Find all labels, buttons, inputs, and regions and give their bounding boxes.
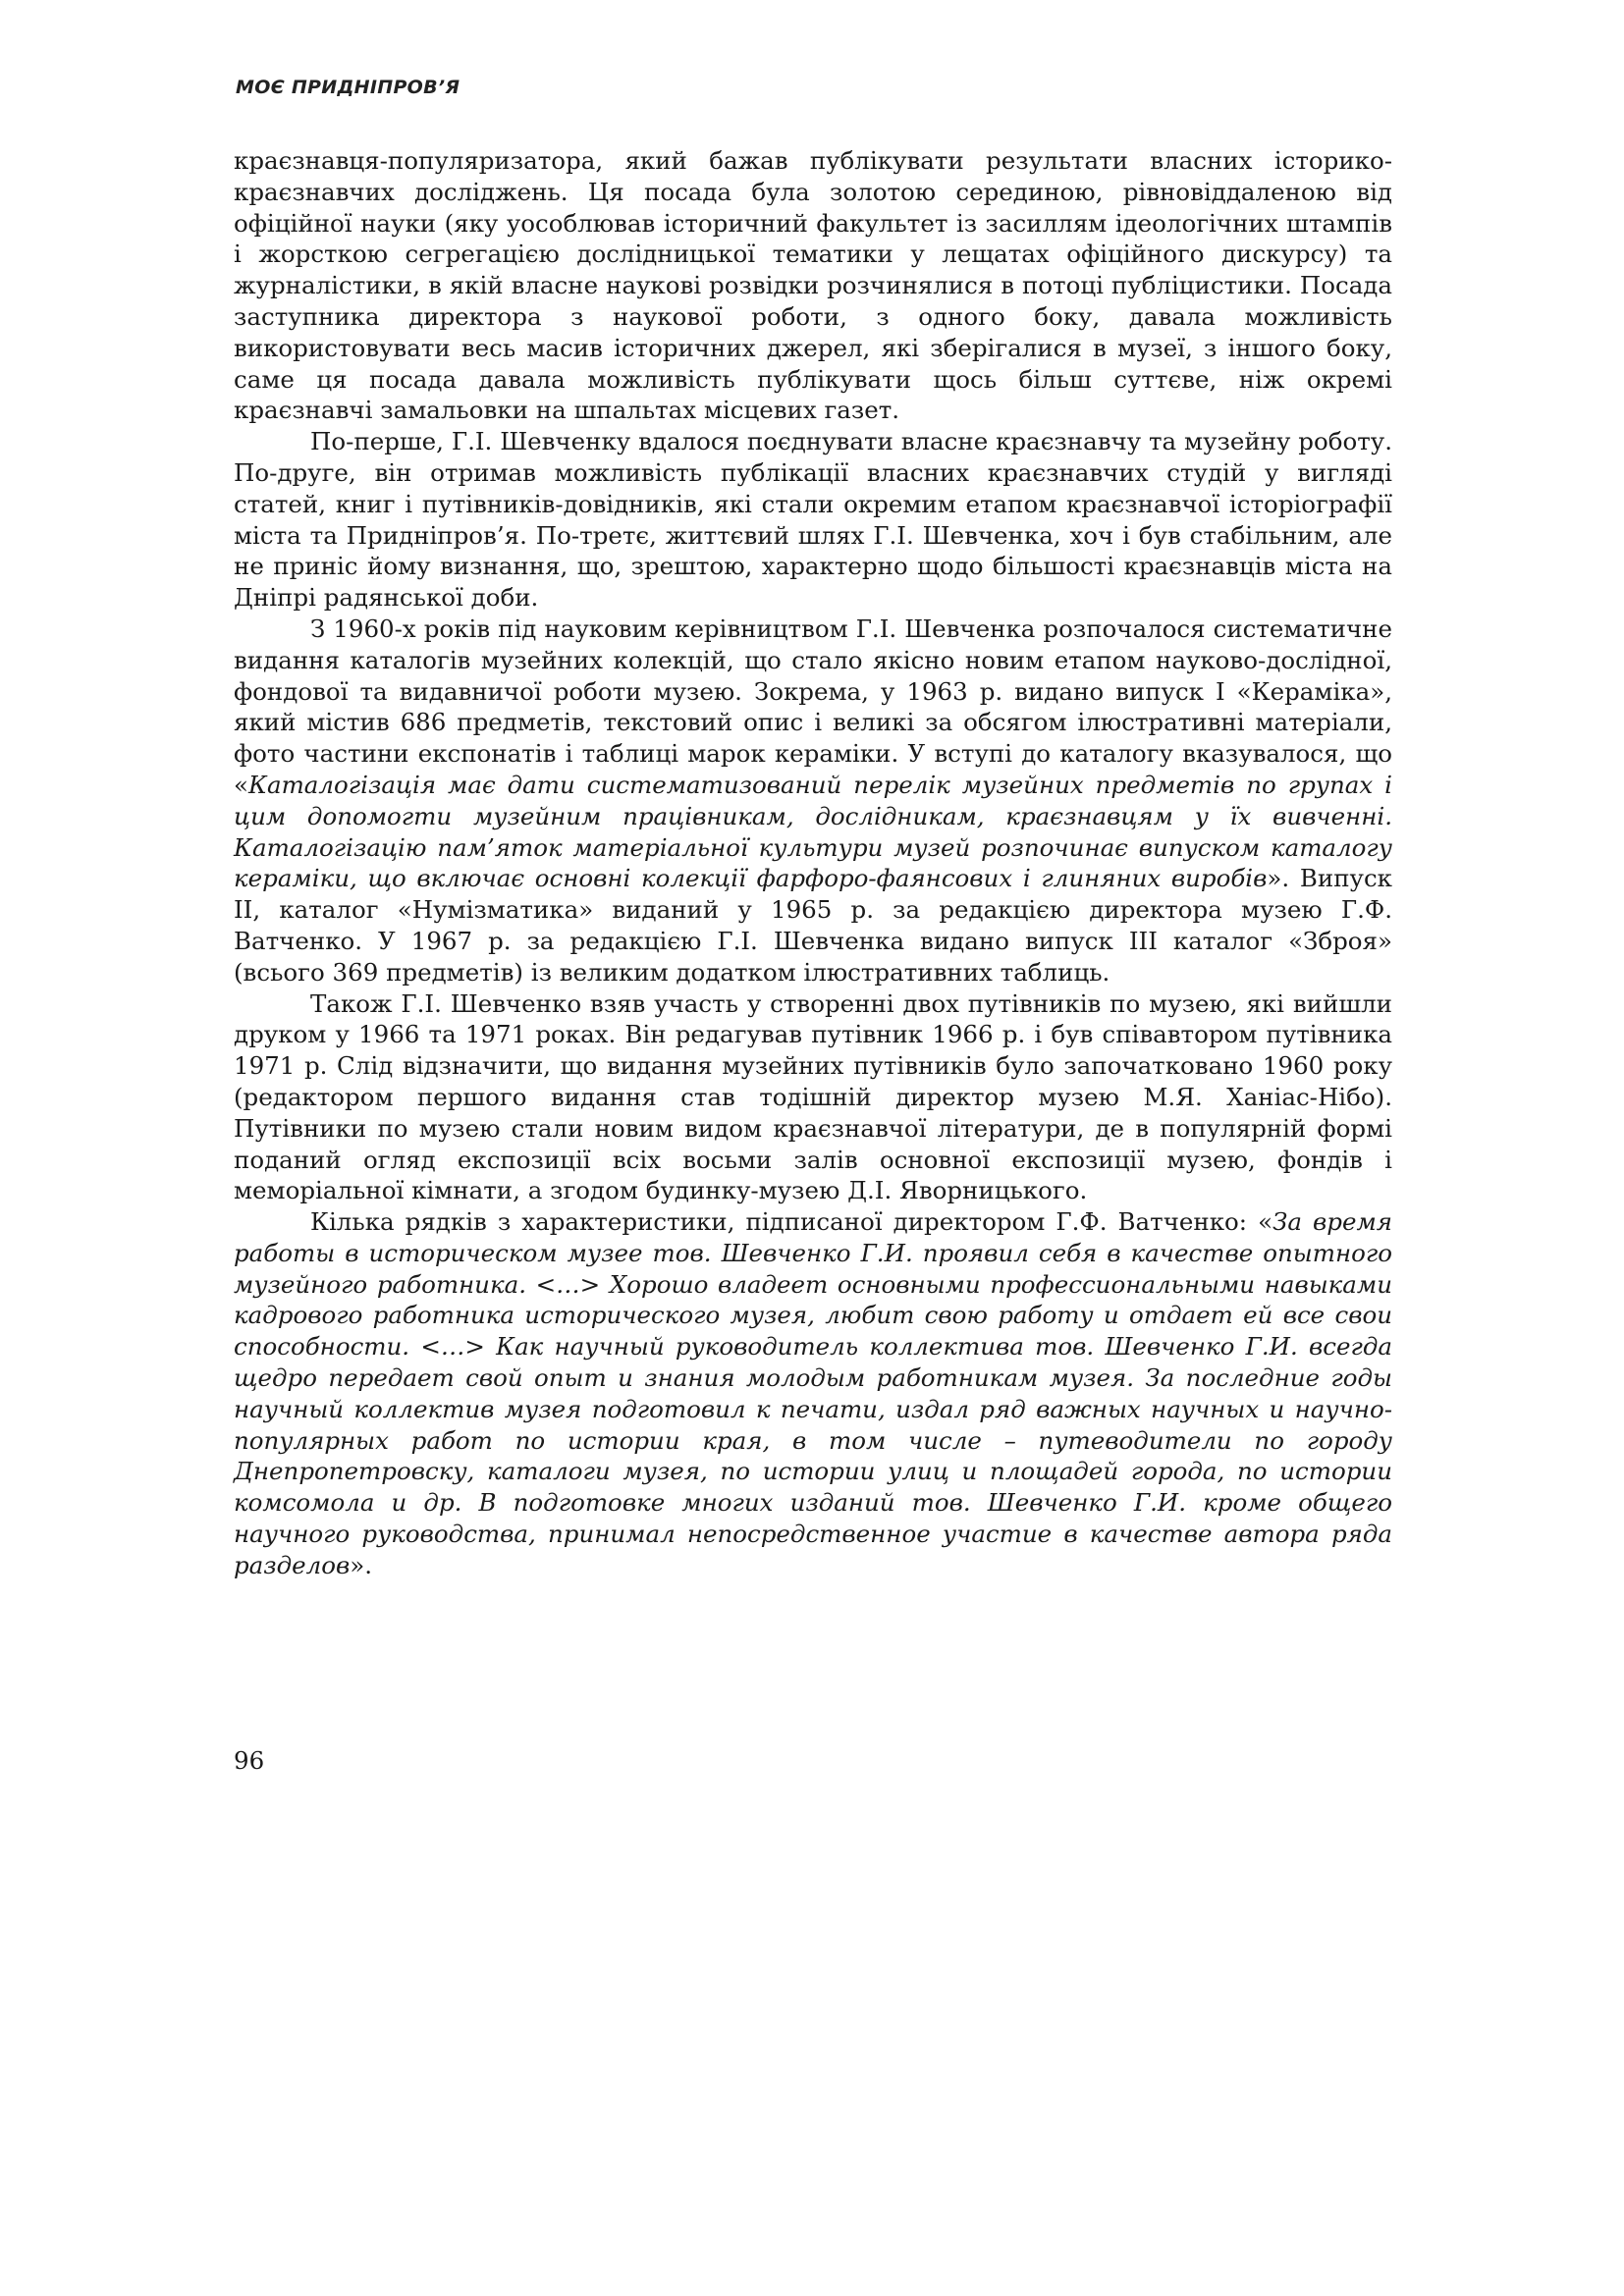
paragraph-5-text: Кілька рядків з характеристики, підписаної директором Г.Ф. Ватченко: « [310, 1207, 1273, 1237]
paragraph-3-text-end: ». Випуск ІІ, каталог «Нумізматика» виданий у 1965 р. за редакцією директора музею Г.Ф. Ватченко. У 1967 р. за редакцією Г.І. Шевченка видано випуск ІІІ каталог «Зброя» (всього 369 предметів) із великим додатком ілюстративних таблиць. [234, 864, 1392, 987]
paragraph-1-text: краєзнавця-популяризатора, який бажав публікувати результати власних історико-краєзнавчих досліджень. Ця посада була золотою серединою, рівновіддаленою від офіційної науки (яку уособлював історичний факультет із засиллям ідеологічних штампів і жорсткою сегрегацією дослідницької тематики у лещатах офіційного дискурсу) та журналістики, в якій власне наукові розвідки розчинялися в потоці публіцистики. Посада заступника директора з наукової роботи, з одного боку, давала можливість використовувати весь масив історичних джерел, які зберігалися в музеї, з іншого боку, саме ця посада давала можливість публікувати щось більш суттєве, ніж окремі краєзнавчі замальовки на шпальтах місцевих газет. [234, 146, 1392, 425]
paragraph-4-text: Також Г.І. Шевченко взяв участь у створенні двох путівників по музею, які вийшли друком у 1966 та 1971 роках. Він редагував путівник 1966 р. і був співавтором путівника 1971 р. Слід відзначити, що видання музейних путівників було започатковано 1960 року (редактором першого видання став тодішній директор музею М.Я. Ханіас-Нібо). Путівники по музею стали новим видом краєзнавчої літератури, де в популярній формі поданий огляд експозиції всіх восьми залів основної експозиції музею, фондів і меморіальної кімнати, а згодом будинку-музею Д.І. Яворницького. [234, 988, 1392, 1205]
page-number: 96 [234, 1746, 265, 1775]
paragraph-2-text: По-перше, Г.І. Шевченку вдалося поєднувати власне краєзнавчу та музейну роботу. По-друге, він отримав можливість публікації власних краєзнавчих студій у вигляді статей, книг і путівників-довідників, які стали окремим етапом краєзнавчої історіографії міста та Придніпров’я. По-третє, життєвий шлях Г.І. Шевченка, хоч і був стабільним, але не приніс йому визнання, що, зрештою, характерно щодо більшості краєзнавців міста на Дніпрі радянської доби. [234, 427, 1392, 613]
running-header: МОЄ ПРИДНІПРОВ’Я [236, 77, 460, 98]
paragraph-3-quote: Каталогізація має дати систематизований перелік музейних предметів по групах і цим допомогти музейним працівникам, дослідникам, краєзнавцям у їх вивченні. Каталогізацію пам’яток матеріальної культури музей розпочинає випуском каталогу кераміки, що включає основні колекції фарфоро-фаянсових і глиняних виробів [234, 770, 1392, 893]
paragraph-2 [234, 426, 1392, 614]
paragraph-5 [234, 1206, 1392, 1581]
paragraph-1 [234, 145, 1392, 426]
paragraph-4 [234, 988, 1392, 1207]
paragraph-3-text: З 1960-х років під науковим керівництвом Г.І. Шевченка розпочалося систематичне видання каталогів музейних колекцій, що стало якісно новим етапом науково-дослідної, фондової та видавничої роботи музею. Зокрема, у 1963 р. видано випуск І «Кераміка», який містив 686 предметів, текстовий опис і великі за обсягом ілюстративні матеріали, фото частини експонатів і таблиці марок кераміки. У вступі до каталогу вказувалося, що « [234, 614, 1392, 799]
body-text [234, 145, 1392, 1581]
paragraph-5-text-end: ». [350, 1550, 373, 1579]
paragraph-5-quote: За время работы в историческом музее тов. Шевченко Г.И. проявил себя в качестве опытного музейного работника. <…> Хорошо владеет основными профессиональными навыками кадрового работника исторического музея, любит свою работу и отдает ей все свои способности. <…> Как научный руководитель коллектива тов. Шевченко Г.И. всегда щедро передает свой опыт и знания молодым работникам музея. За последние годы научный коллектив музея подготовил к печати, издал ряд важных научных и научно-популярных работ по истории края, в том числе – путеводители по городу Днепропетровску, каталоги музея, по истории улиц и площадей города, по истории комсомола и др. В подготовке многих изданий тов. Шевченко Г.И. кроме общего научного руководства, принимал непосредственное участие в качестве автора ряда разделов [234, 1207, 1392, 1579]
paragraph-3 [234, 614, 1392, 988]
